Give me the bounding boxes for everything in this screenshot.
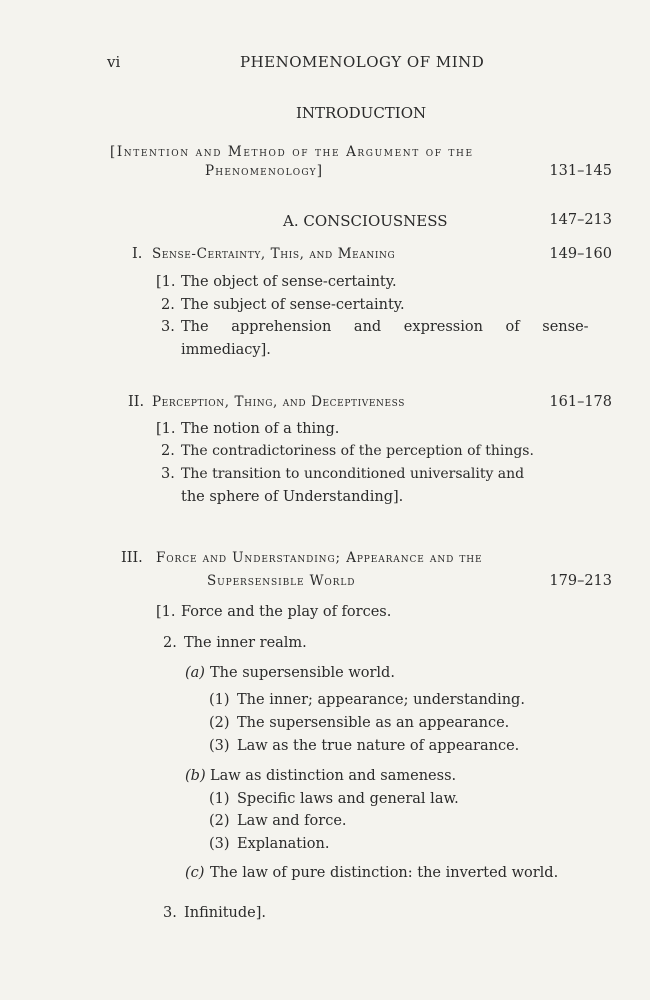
subsection-b-item-2-text: Law and force. bbox=[237, 813, 347, 829]
subsection-a-item-2-num: (2) bbox=[209, 715, 230, 731]
section-1-item-3-num: 3. bbox=[161, 319, 175, 335]
subsection-b-item-2-num: (2) bbox=[209, 813, 230, 829]
section-2-item-3-text: The transition to unconditioned universality and bbox=[181, 466, 525, 482]
section-2-item-2-text: The contradictoriness of the perception of things. bbox=[181, 443, 534, 459]
section-3-pages: 179–213 bbox=[549, 573, 612, 589]
section-3-item-3-text: Infinitude]. bbox=[184, 905, 267, 921]
section-3-numeral: III. bbox=[121, 550, 143, 566]
section-2-item-1-text: The notion of a thing. bbox=[181, 421, 340, 437]
section-2-numeral: II. bbox=[128, 394, 145, 410]
subsection-b-item-1-text: Specific laws and general law. bbox=[237, 791, 459, 807]
section-1-title: Sense-Certainty, This, and Meaning bbox=[152, 246, 396, 262]
section-3-item-1-text: Force and the play of forces. bbox=[181, 604, 392, 620]
section-3-item-2-text: The inner realm. bbox=[184, 635, 307, 651]
subsection-a-item-1-text: The inner; appearance; understanding. bbox=[237, 692, 525, 708]
section-1-item-3-text-cont: immediacy]. bbox=[181, 342, 271, 358]
section-3-item-3-num: 3. bbox=[163, 905, 177, 921]
section-1-item-2-text: The subject of sense-certainty. bbox=[181, 297, 405, 313]
subsection-c-text: The law of pure distinction: the inverted world. bbox=[210, 865, 559, 881]
section-2-item-3-text-cont: the sphere of Understanding]. bbox=[181, 489, 404, 505]
section-1-item-3-text: The apprehension and expression of sense- bbox=[181, 319, 589, 335]
subsection-a-item-2-text: The supersensible as an appearance. bbox=[237, 715, 510, 731]
introduction-entry-line1: [Intention and Method of the Argument of the bbox=[110, 144, 474, 160]
section-3-title-line2: Supersensible World bbox=[207, 573, 356, 589]
section-1-numeral: I. bbox=[132, 246, 143, 262]
section-2-pages: 161–178 bbox=[549, 394, 612, 410]
part-a-pages: 147–213 bbox=[549, 212, 612, 228]
section-2-item-2-num: 2. bbox=[161, 443, 175, 459]
section-2-item-1-num: [1. bbox=[156, 421, 176, 437]
section-2-title: Perception, Thing, and Deceptiveness bbox=[152, 394, 406, 410]
subsection-a-item-3-num: (3) bbox=[209, 738, 230, 754]
section-1-pages: 149–160 bbox=[549, 246, 612, 262]
subsection-c-label: (c) bbox=[185, 865, 205, 881]
section-3-title-line1: Force and Understanding; Appearance and the bbox=[156, 550, 483, 566]
subsection-b-item-3-num: (3) bbox=[209, 836, 230, 852]
subsection-a-item-3-text: Law as the true nature of appearance. bbox=[237, 738, 520, 754]
introduction-entry-line2: Phenomenology] bbox=[205, 163, 324, 179]
subsection-b-item-1-num: (1) bbox=[209, 791, 230, 807]
subsection-b-label: (b) bbox=[185, 768, 206, 784]
subsection-b-text: Law as distinction and sameness. bbox=[210, 768, 457, 784]
page-number: vi bbox=[107, 53, 121, 71]
section-3-item-1-num: [1. bbox=[156, 604, 176, 620]
subsection-a-item-1-num: (1) bbox=[209, 692, 230, 708]
section-3-item-2-num: 2. bbox=[163, 635, 177, 651]
running-title: PHENOMENOLOGY OF MIND bbox=[240, 53, 485, 71]
subsection-b-item-3-text: Explanation. bbox=[237, 836, 330, 852]
subsection-a-text: The supersensible world. bbox=[210, 665, 395, 681]
introduction-pages: 131–145 bbox=[549, 163, 612, 179]
part-a-heading: A. CONSCIOUSNESS bbox=[283, 212, 448, 230]
subsection-a-label: (a) bbox=[185, 665, 205, 681]
section-2-item-3-num: 3. bbox=[161, 466, 175, 482]
introduction-heading: INTRODUCTION bbox=[296, 104, 427, 122]
section-1-item-1-text: The object of sense-certainty. bbox=[181, 274, 397, 290]
section-1-item-1-num: [1. bbox=[156, 274, 176, 290]
section-1-item-2-num: 2. bbox=[161, 297, 175, 313]
